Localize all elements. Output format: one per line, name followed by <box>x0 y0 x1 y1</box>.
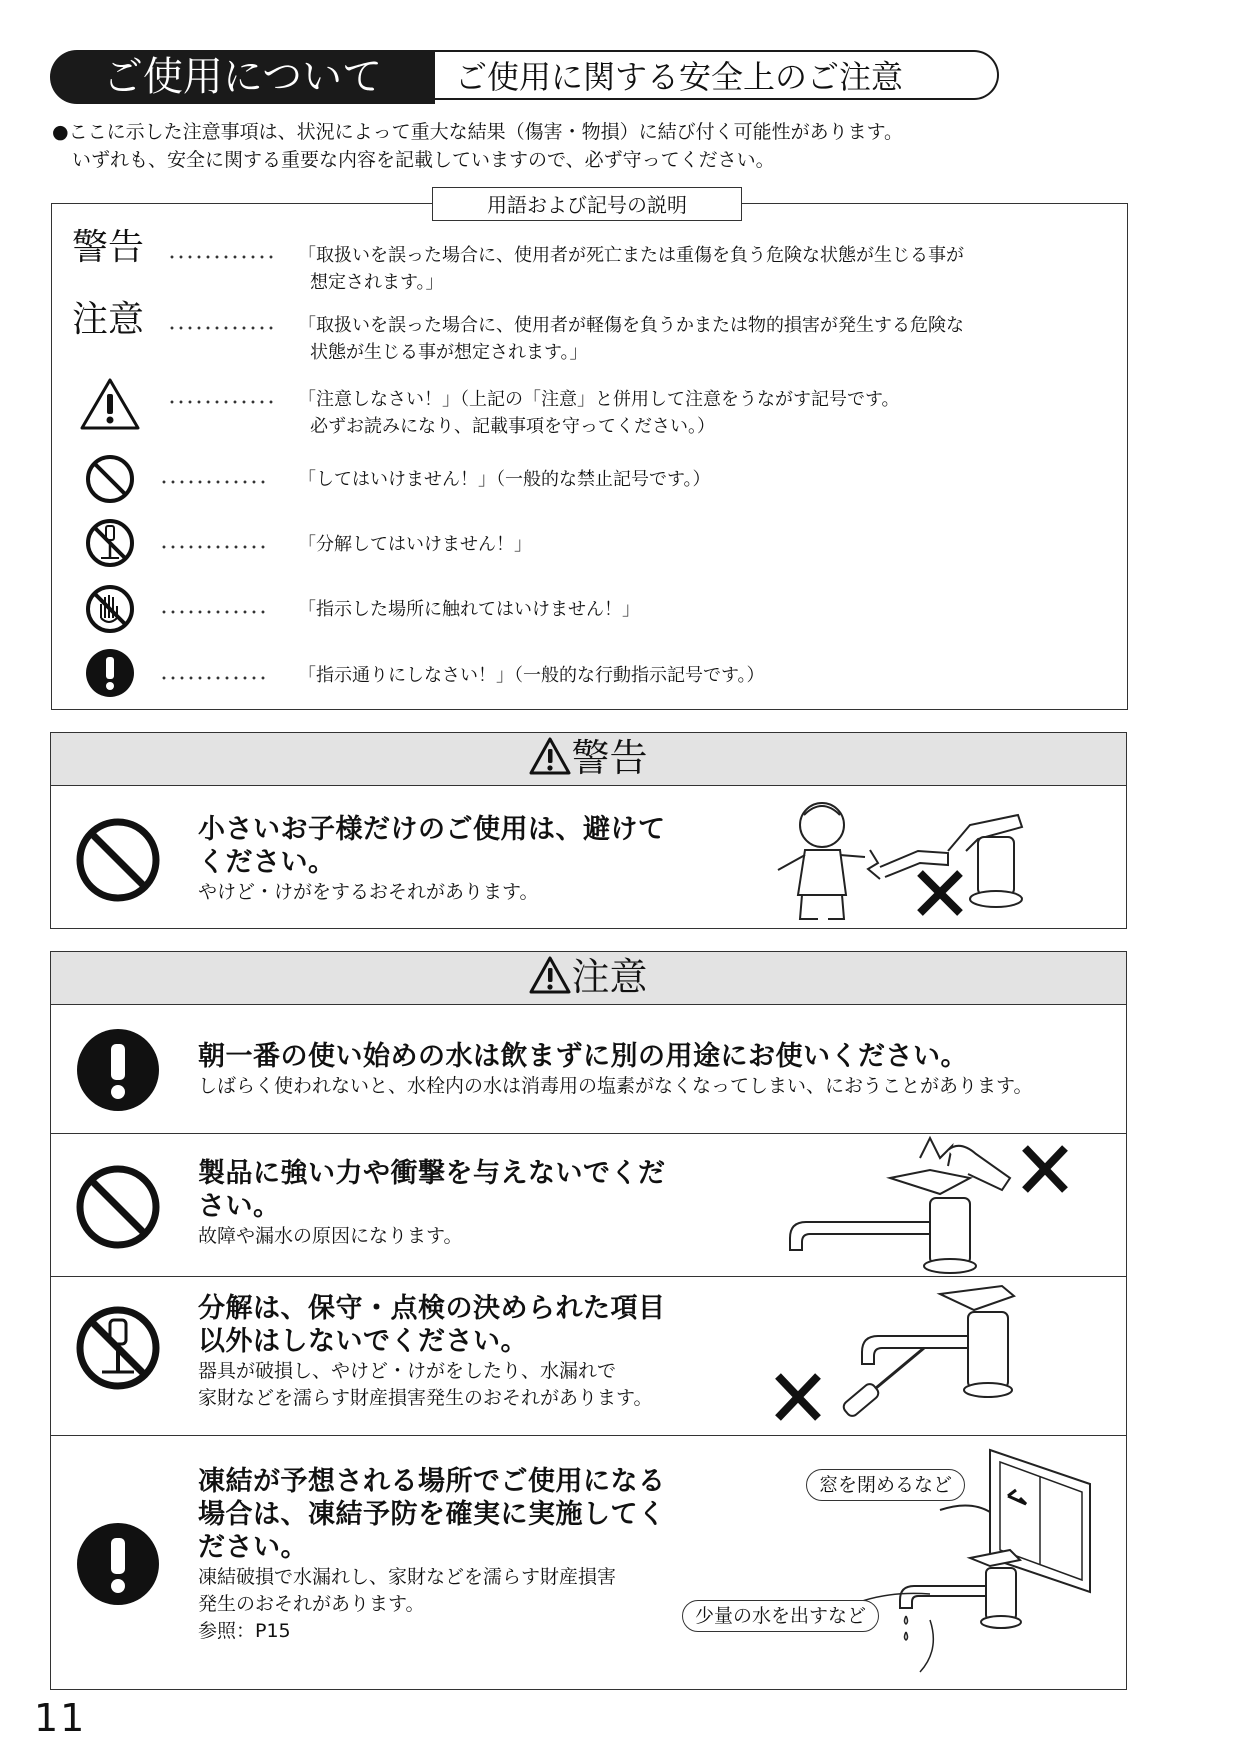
legend-title: 用語および記号の説明 <box>432 187 742 221</box>
warning-heading-label: 警告 <box>571 736 648 780</box>
page-number: 11 <box>34 1696 87 1740</box>
legend-text-line: 必ずお読みになり、記載事項を守ってください。） <box>310 416 715 437</box>
caution-row-text <box>198 1157 666 1250</box>
child-faucet-illustration <box>770 795 1070 925</box>
mandatory-action-icon <box>76 1522 160 1606</box>
row-subtitle: やけど・けがをするおそれがあります。 <box>198 881 539 903</box>
reference: 参照：P15 <box>198 1620 291 1642</box>
mandatory-action-icon <box>76 1028 160 1112</box>
caution-row-text <box>198 1040 1032 1100</box>
legend-text-line: 想定されます。」 <box>310 272 444 293</box>
mandatory-action-icon <box>85 648 135 698</box>
legend-term-warning: 警告 <box>72 227 145 268</box>
caution-heading-label: 注意 <box>571 955 648 999</box>
no-touch-icon <box>85 584 135 634</box>
no-disassembly-icon <box>76 1306 160 1390</box>
legend-text-line: 状態が生じる事が想定されます。」 <box>310 342 588 363</box>
caution-row-text <box>198 1292 666 1412</box>
legend-text: 「指示した場所に触れてはいけません！」 <box>298 599 640 620</box>
callout-run-water: 少量の水を出すなど <box>682 1600 879 1632</box>
legend-dots: ････････････ <box>160 538 269 557</box>
legend-text <box>298 242 964 296</box>
legend-dots: ････････････ <box>160 473 269 492</box>
legend-term-caution: 注意 <box>72 299 145 340</box>
legend-dots: ････････････ <box>168 393 277 412</box>
row-title: 分解は、保守・点検の決められた項目 <box>198 1293 666 1324</box>
legend-text-line: 「取扱いを誤った場合に、使用者が軽傷を負うかまたは物的損害が発生する危険な <box>298 315 964 336</box>
legend-dots: ････････････ <box>160 603 269 622</box>
row-divider <box>50 1435 1127 1436</box>
intro <box>52 118 1182 174</box>
legend-text <box>298 312 964 366</box>
row-title: 製品に強い力や衝撃を与えないでくだ <box>198 1158 666 1189</box>
row-subtitle: 器具が破損し、やけど・けがをしたり、水漏れで <box>198 1360 617 1382</box>
faucet-screwdriver-illustration <box>772 1282 1072 1432</box>
row-title: さい。 <box>198 1191 281 1222</box>
row-subtitle: 故障や漏水の原因になります。 <box>198 1225 463 1247</box>
prohibition-icon <box>76 818 160 902</box>
row-title: 朝一番の使い始めの水は飲まずに別の用途にお使いください。 <box>198 1041 968 1072</box>
intro-line-2: いずれも、安全に関する重要な内容を記載していますので、必ず守ってください。 <box>72 149 775 171</box>
legend-text <box>298 386 900 440</box>
prohibition-icon <box>85 454 135 504</box>
legend-text-line: 「取扱いを誤った場合に、使用者が死亡または重傷を負う危険な状態が生じる事が <box>298 245 964 266</box>
section-label: ご使用について <box>50 50 435 104</box>
callout-close-window: 窓を閉めるなど <box>806 1469 965 1501</box>
caution-row-text <box>198 1465 666 1645</box>
legend-text: 「してはいけません！」（一般的な禁止記号です。） <box>298 469 711 490</box>
prohibition-icon <box>76 1165 160 1249</box>
row-divider <box>50 1276 1127 1277</box>
row-subtitle: 家財などを濡らす財産損害発生のおそれがあります。 <box>198 1387 653 1409</box>
warning-triangle-icon <box>529 956 571 994</box>
row-subtitle: 発生のおそれがあります。 <box>198 1593 425 1615</box>
row-title: ださい。 <box>198 1532 308 1563</box>
row-title: 場合は、凍結予防を確実に実施してく <box>198 1499 666 1530</box>
legend-text: 「分解してはいけません！」 <box>298 534 532 555</box>
intro-line-1: ●ここに示した注意事項は、状況によって重大な結果（傷害・物損）に結び付く可能性があります。 <box>52 121 904 143</box>
row-divider <box>50 1133 1127 1134</box>
no-disassembly-icon <box>85 518 135 568</box>
legend-dots: ････････････ <box>168 248 277 267</box>
legend-dots: ････････････ <box>168 319 277 338</box>
row-subtitle: しばらく使われないと、水栓内の水は消毒用の塩素がなくなってしまい、におうことがあります。 <box>198 1075 1033 1097</box>
faucet-impact-illustration <box>780 1138 1080 1273</box>
page-title: ご使用に関する安全上のご注意 <box>435 50 999 100</box>
row-title: 凍結が予想される場所でご使用になる <box>198 1466 666 1497</box>
row-title: ください。 <box>198 847 336 878</box>
warning-triangle-icon <box>529 737 571 775</box>
row-subtitle: 凍結破損で水漏れし、家財などを濡らす財産損害 <box>198 1566 617 1588</box>
legend-text: 「指示通りにしなさい！」（一般的な行動指示記号です。） <box>298 665 765 686</box>
warning-triangle-icon <box>80 378 140 430</box>
warning-heading <box>50 732 1127 786</box>
legend-dots: ････････････ <box>160 669 269 688</box>
caution-heading <box>50 951 1127 1005</box>
legend-text-line: 「注意しなさい！」（上記の「注意」と併用して注意をうながす記号です。 <box>298 389 900 410</box>
warning-row-text <box>198 813 666 906</box>
row-title: 小さいお子様だけのご使用は、避けて <box>198 814 666 845</box>
row-title: 以外はしないでください。 <box>198 1326 528 1357</box>
